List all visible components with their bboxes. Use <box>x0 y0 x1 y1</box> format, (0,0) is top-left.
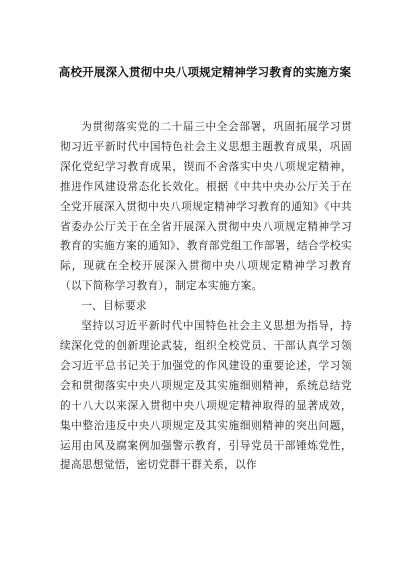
document-title: 高校开展深入贯彻中央八项规定精神学习教育的实施方案 <box>58 65 352 79</box>
document-body <box>60 118 352 476</box>
section-paragraph-goals: 坚持以习近平新时代中国特色社会主义思想为指导，持续深化党的创新理论武装，组织全校党员、干部认真学习领会习近平总书记关于加强党的作风建设的重要论述，学习领会和贯彻落实中央八项规定及其实施细则精神，系统总结党的十八大以来深入贯彻中央八项规定精神取得的显著成效，集中整治违反中央八项规定及其实施细则精神的突出问题，运用由风及腐案例加强警示教育，引导党员干部锤炼党性，提高思想觉悟，密切党群干群关系，以作 <box>60 320 352 472</box>
section-heading-goals: 一、目标要求 <box>81 300 147 313</box>
intro-paragraph: 为贯彻落实党的二十届三中全会部署，巩固拓展学习贯彻习近平新时代中国特色社会主义思想主题教育成果，巩固深化党纪学习教育成果，锲而不舍落实中央八项规定精神，推进作风建设常态化长效化。根据《中共中央办公厅关于在全党开展深入贯彻中央八项规定精神学习教育的通知》《中共省委办公厅关于在全省开展深入贯彻中央八项规定精神学习教育的实施方案的通知》、教育部党组工作部署，结合学校实际，现就在全校开展深入贯彻中央八项规定精神学习教育（以下简称学习教育），制定本实施方案。 <box>60 121 352 293</box>
